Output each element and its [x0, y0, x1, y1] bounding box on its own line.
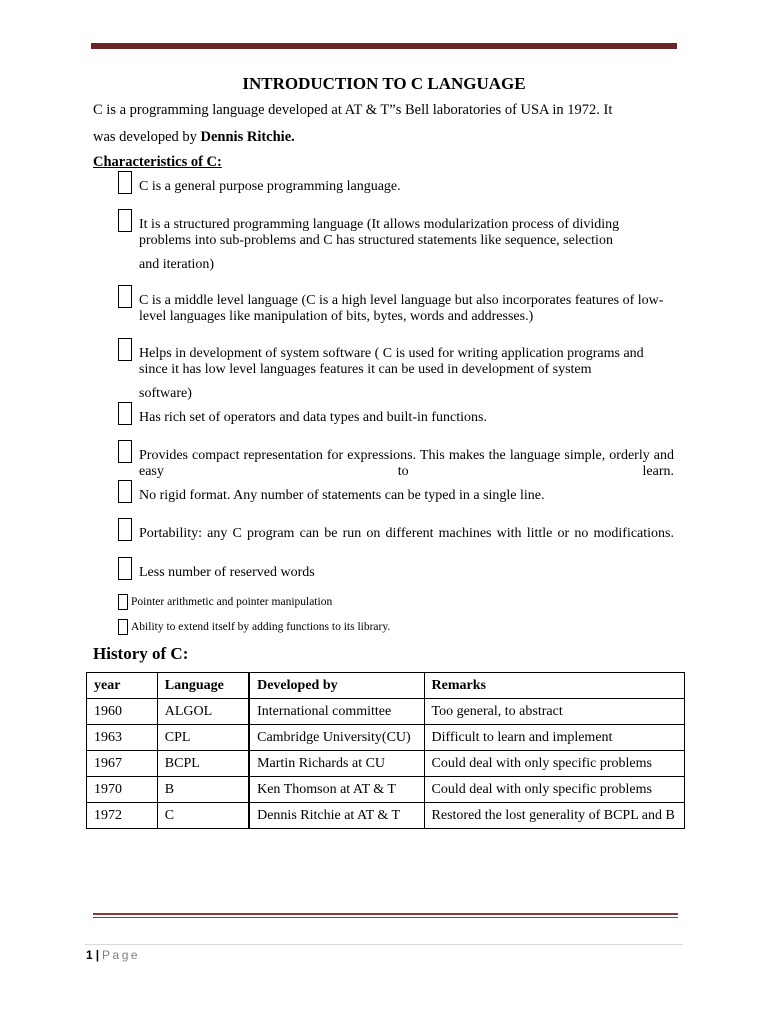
- cell-developed-by: Martin Richards at CU: [249, 751, 424, 777]
- bullet-box-icon: [118, 518, 132, 541]
- list-item-text: C is a general purpose programming language.: [139, 179, 401, 194]
- table-row: [87, 699, 685, 725]
- bullet-box-icon: [118, 402, 132, 425]
- list-item-text: Less number of reserved words: [139, 565, 315, 580]
- cell-language: ALGOL: [157, 699, 249, 725]
- cell-language: B: [157, 777, 249, 803]
- cell-language: CPL: [157, 725, 249, 751]
- cell-developed-by: Dennis Ritchie at AT & T: [249, 803, 424, 829]
- list-item-text: Pointer arithmetic and pointer manipulation: [131, 596, 333, 608]
- cell-language: C: [157, 803, 249, 829]
- header-remarks: Remarks: [424, 673, 684, 699]
- cell-year: 1960: [87, 699, 158, 725]
- header-language: Language: [157, 673, 249, 699]
- bullet-box-icon: [118, 338, 132, 361]
- list-item-text: Portability: any C program can be run on different machines with little or no modifications.: [139, 526, 674, 541]
- list-item-continuation: software): [139, 386, 192, 401]
- cell-developed-by: International committee: [249, 699, 424, 725]
- history-heading: History of C:: [93, 644, 189, 663]
- cell-developed-by: Cambridge University(CU): [249, 725, 424, 751]
- bullet-box-icon: [118, 557, 132, 580]
- bottom-rule: [93, 913, 678, 915]
- characteristics-heading: Characteristics of C:: [93, 154, 222, 170]
- cell-year: 1963: [87, 725, 158, 751]
- page-title: INTRODUCTION TO C LANGUAGE: [242, 74, 526, 93]
- page-number: 1: [86, 948, 93, 962]
- list-item-text: C is a middle level language (C is a high level language but also incorporates features of low-level languages like manipulation of bits, bytes, words and addresses.): [139, 293, 664, 324]
- bullet-box-icon: [118, 171, 132, 194]
- table-row: [87, 751, 685, 777]
- table-header-row: [87, 673, 685, 699]
- cell-developed-by: Ken Thomson at AT & T: [249, 777, 424, 803]
- cell-remarks: Restored the lost generality of BCPL and B: [424, 803, 684, 829]
- bullet-box-icon: [118, 209, 132, 232]
- cell-year: 1972: [87, 803, 158, 829]
- cell-remarks: Too general, to abstract: [424, 699, 684, 725]
- list-item-text: Helps in development of system software ( C is used for writing application programs and since it has low level languages features it can be used in development of system: [139, 346, 644, 377]
- footer-separator: |: [95, 948, 100, 962]
- cell-remarks: Could deal with only specific problems: [424, 777, 684, 803]
- header-year: year: [87, 673, 158, 699]
- bullet-box-icon: [118, 594, 128, 610]
- bullet-box-icon: [118, 440, 132, 463]
- list-item-text: Provides compact representation for expressions. This makes the language simple, orderly and easy to learn.: [139, 448, 674, 479]
- bullet-box-icon: [118, 285, 132, 308]
- list-item-text: No rigid format. Any number of statements can be typed in a single line.: [139, 488, 545, 503]
- page-footer: [86, 948, 140, 962]
- footer-divider: [85, 944, 683, 945]
- list-item-text: It is a structured programming language (It allows modularization process of dividing problems into sub-problems and C has structured statements like sequence, selection: [139, 217, 620, 248]
- table-row: [87, 803, 685, 829]
- bullet-box-icon: [118, 480, 132, 503]
- list-item-text: Ability to extend itself by adding functions to its library.: [131, 621, 391, 633]
- cell-year: 1967: [87, 751, 158, 777]
- list-item-continuation: and iteration): [139, 257, 215, 272]
- intro-line-1: C is a programming language developed at AT & T”s Bell laboratories of USA in 1972. It: [93, 102, 613, 118]
- table-row: [87, 777, 685, 803]
- list-item-text: Has rich set of operators and data types and built-in functions.: [139, 410, 487, 425]
- intro-prefix: was developed by: [93, 129, 201, 145]
- history-table: [86, 672, 685, 829]
- cell-year: 1970: [87, 777, 158, 803]
- top-rule: [91, 43, 677, 49]
- bullet-box-icon: [118, 619, 128, 635]
- author-name: Dennis Ritchie.: [200, 129, 295, 145]
- bottom-rule-thin: [93, 917, 678, 918]
- cell-remarks: Difficult to learn and implement: [424, 725, 684, 751]
- intro-line-2: [93, 129, 683, 146]
- cell-language: BCPL: [157, 751, 249, 777]
- table-row: [87, 725, 685, 751]
- header-developed-by: Developed by: [249, 673, 424, 699]
- page-label: Page: [102, 948, 141, 962]
- cell-remarks: Could deal with only specific problems: [424, 751, 684, 777]
